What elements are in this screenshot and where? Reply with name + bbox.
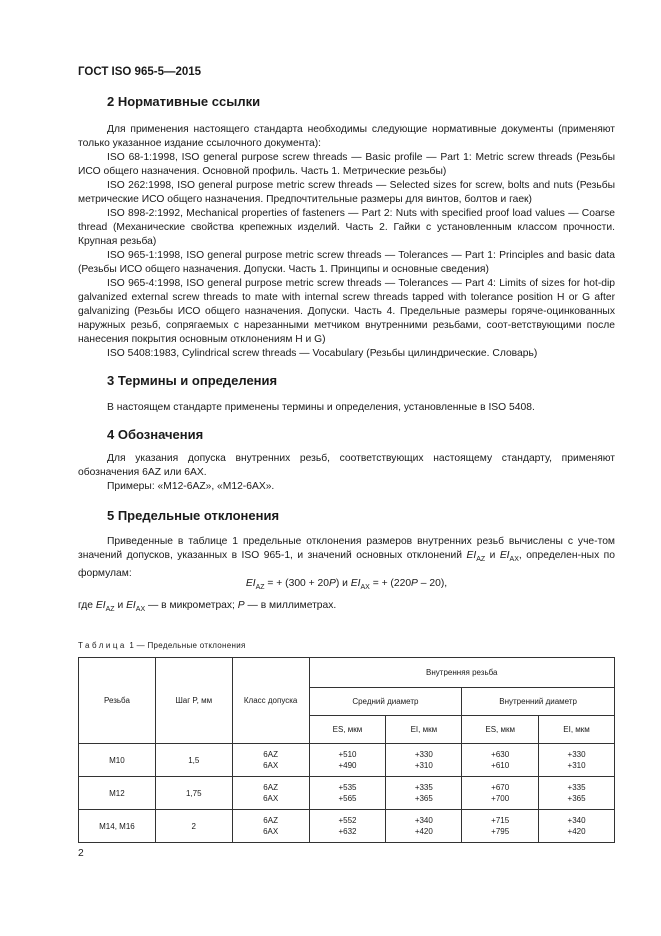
paragraph: Приведенные в таблице 1 предельные отклонения размеров внутренних резьб вычислены с уче-том значений допусков, указанных в ISO 965-1, и значений основных отклонений $EI_{AZ}$ и $EI_{AX}$, определен-ных по формулам: <box>78 536 615 580</box>
section-4-body <box>78 452 615 494</box>
pitch-cell: 2 <box>155 810 232 843</box>
class-cell: 6AZ 6AX <box>232 810 309 843</box>
es-minor-cell: +630 +610 <box>462 744 539 777</box>
ei-minor-cell: +335 +365 <box>539 777 615 810</box>
column-header-es: ES, мкм <box>309 716 386 744</box>
table-row <box>79 810 615 843</box>
paragraph: Для применения настоящего стандарта необходимы следующие нормативные документы (применяют только указанное издание ссылочного документа): <box>78 124 615 149</box>
reference-iso-68-1: ISO 68-1:1998, ISO general purpose screw threads — Basic profile — Part 1: Metric screw threads (Резьбы ИСО общего назначения. Основной профиль. Часть 1. Метрические резьбы) <box>78 152 615 177</box>
table-row <box>79 777 615 810</box>
ei-pitch-cell: +335 +365 <box>386 777 462 810</box>
paragraph: В настоящем стандарте применены термины и определения, установленные в ISO 5408. <box>107 402 535 413</box>
column-group-minor-diameter: Внутренний диаметр <box>462 688 615 716</box>
column-group-internal-thread: Внутренняя резьба <box>309 658 614 688</box>
section-2-body <box>78 123 615 361</box>
column-header-thread: Резьба <box>79 658 156 744</box>
tolerance-table <box>78 657 615 843</box>
deviation-formula: $EI_{AZ}$ = + (300 + 20P) и $EI_{AX}$ = + (220P – 20), <box>245 578 448 592</box>
reference-iso-965-4: ISO 965-4:1998, ISO general purpose metric screw threads — Tolerances — Part 4: Limits of sizes for hot-dip galvanized external screw threads to mate with internal screw threads tapped with tolerance position H or G after galvanizing (Резьбы ИСО общего назначения. Допуски. Часть 4. Предельные размеры горяче-оцинкованных наружных резьб, сопрягаемых с нарезанными метчиком внутренними резьбами, соот-ветствующими после нанесения покрытия основным отклонениям H и G) <box>78 278 615 345</box>
reference-iso-5408: ISO 5408:1983, Cylindrical screw threads — Vocabulary (Резьбы цилиндрические. Словарь) <box>107 348 538 359</box>
pitch-cell: 1,75 <box>155 777 232 810</box>
thread-cell: M10 <box>79 744 156 777</box>
column-header-es: ES, мкм <box>462 716 539 744</box>
table-caption: Таблица 1 — Предельные отклонения <box>78 641 246 650</box>
class-cell: 6AZ 6AX <box>232 744 309 777</box>
column-header-ei: EI, мкм <box>386 716 462 744</box>
es-minor-cell: +670 +700 <box>462 777 539 810</box>
ei-pitch-cell: +340 +420 <box>386 810 462 843</box>
reference-iso-898-2: ISO 898-2:1992, Mechanical properties of fasteners — Part 2: Nuts with specified proof load values — Coarse thread (Механические свойства крепежных изделий. Часть 2. Гайки с установленным классом прочности. Крупная резьба) <box>78 208 615 247</box>
es-pitch-cell: +552 +632 <box>309 810 386 843</box>
formula-explanation: где $EI_{AZ}$ и $EI_{AX}$ — в микрометрах; P — в миллиметрах. <box>78 600 337 614</box>
pitch-cell: 1,5 <box>155 744 232 777</box>
column-header-ei: EI, мкм <box>539 716 615 744</box>
section-3-body <box>78 401 615 415</box>
document-header: ГОСТ ISO 965-5—2015 <box>78 66 202 78</box>
es-pitch-cell: +535 +565 <box>309 777 386 810</box>
table-row <box>79 744 615 777</box>
paragraph: Для указания допуска внутренних резьб, соответствующих настоящему стандарту, применяют обозначения 6AZ или 6AX. <box>78 453 615 478</box>
ei-minor-cell: +340 +420 <box>539 810 615 843</box>
es-minor-cell: +715 +795 <box>462 810 539 843</box>
reference-iso-262: ISO 262:1998, ISO general purpose metric screw threads — Selected sizes for screw, bolts and nuts (Резьбы метрические ИСО общего назначения. Предпочтительные размеры для винтов, болтов и гаек) <box>78 180 615 205</box>
reference-iso-965-1: ISO 965-1:1998, ISO general purpose metric screw threads — Tolerances — Part 1: Principles and basic data (Резьбы ИСО общего назначения. Допуски. Часть 1. Принципы и основные сведения) <box>78 250 615 275</box>
examples: Примеры: «M12-6AZ», «M12-6AX». <box>107 481 275 492</box>
ei-minor-cell: +330 +310 <box>539 744 615 777</box>
ei-pitch-cell: +330 +310 <box>386 744 462 777</box>
thread-cell: M12 <box>79 777 156 810</box>
thread-cell: M14, M16 <box>79 810 156 843</box>
page-number: 2 <box>78 848 84 859</box>
es-pitch-cell: +510 +490 <box>309 744 386 777</box>
section-5-title: 5 Предельные отклонения <box>107 508 280 523</box>
section-4-title: 4 Обозначения <box>107 427 204 442</box>
section-3-title: 3 Термины и определения <box>107 373 278 388</box>
column-group-pitch-diameter: Средний диаметр <box>309 688 462 716</box>
class-cell: 6AZ 6AX <box>232 777 309 810</box>
column-header-pitch: Шаг P, мм <box>155 658 232 744</box>
section-2-title: 2 Нормативные ссылки <box>107 94 261 109</box>
column-header-class: Класс допуска <box>232 658 309 744</box>
section-5-body <box>78 535 615 581</box>
